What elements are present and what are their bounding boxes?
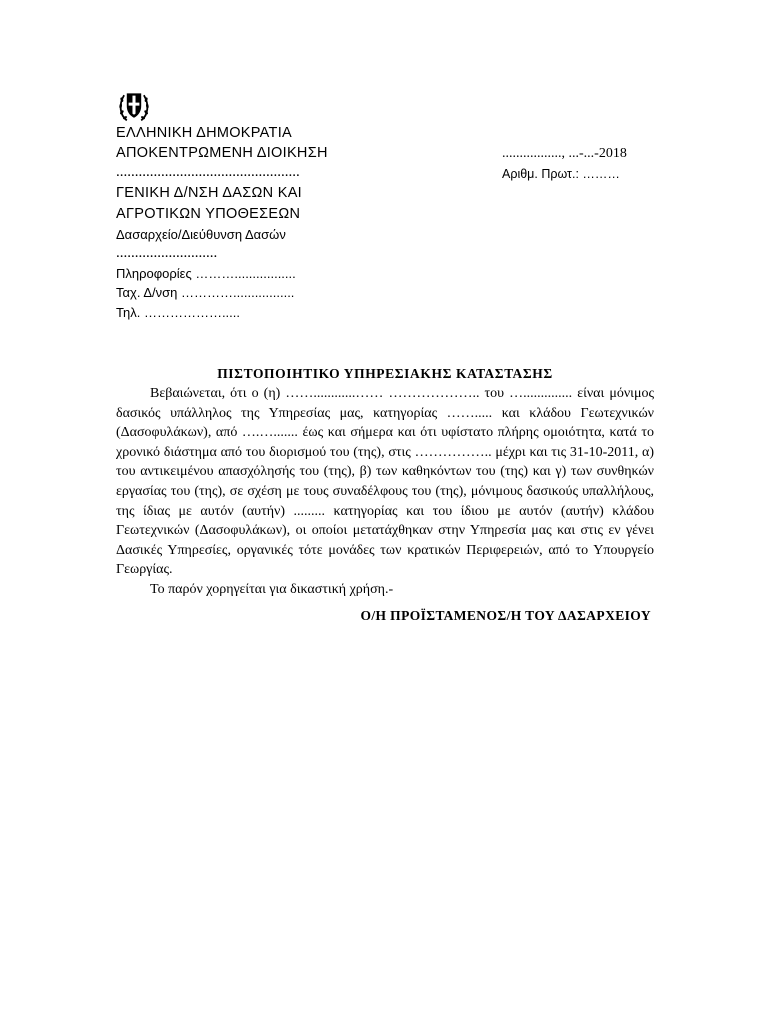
date-protocol-block [502,144,672,184]
postal-address-line: Ταχ. Δ/νση …………................. [116,285,295,300]
usage-paragraph: Το παρόν χορηγείται για δικαστική χρήση.- [150,581,394,597]
protocol-number: Αριθμ. Πρωτ.: ……… [502,167,620,181]
authority-line-forest-office: Δασαρχείο/Διεύθυνση Δασών [116,226,286,242]
authority-line-directorate: ΓΕΝΙΚΗ Δ/ΝΣΗ ΔΑΣΩΝ ΚΑΙ [116,184,303,201]
certificate-body [116,384,654,600]
authority-line-republic: ΕΛΛΗΝΙΚΗ ΔΗΜΟΚΡΑΤΙΑ [116,125,293,141]
authority-line-blank: ................................................. [116,164,300,180]
info-contact-line: Πληροφορίες ………................. [116,265,296,281]
certificate-paragraph: Βεβαιώνεται, ότι ο (η) ……............…… ……………….. του ….............. είναι μόνιμος δασικός υπάλληλος της Υπηρεσίας μας, κατηγορίας ……..... και κλάδου Γεωτεχνικών (Δασοφυλάκων), από ….…....... έως και σήμερα και ότι υφίστατο πλήρης ομοιότητα, κατά το χρονικό διάστημα από του διορισμού του (της), στις …………….. μέχρι και τις 31-10-2011, α) του αντικειμένου απασχόλησής του (της), β) των καθηκόντων του (της) και γ) των συνθηκών εργασίας του (της), σε σχέση με τους συναδέλφους του (της), μόνιμους δασικούς υπαλλήλους, της ίδιας με αυτόν (αυτήν) ......... κατηγορίας και του ίδιου με αυτόν (αυτήν) κλάδου Γεωτεχνικών (Δασοφυλάκων), οι οποίοι μετατάχθηκαν στην Υπηρεσία μας και στις εν γένει Δασικές Υπηρεσίες, οργανικές τότε μονάδες των κρατικών Περιφερειών, από το Υπουργείο Γεωργίας. [116,386,654,578]
issuing-authority-block [116,124,446,322]
document-title: ΠΙΣΤΟΠΟΙΗΤΙΚΟ ΥΠΗΡΕΣΙΑΚΗΣ ΚΑΤΑΣΤΑΣΗΣ [217,366,553,381]
greek-coat-of-arms-icon [116,88,152,124]
document-date: ................., ...-...-2018 [502,146,627,161]
signature-title: Ο/Η ΠΡΟΪΣΤΑΜΕΝΟΣ/Η ΤΟΥ ΔΑΣΑΡΧΕΙΟΥ [360,608,651,623]
authority-line-affairs: ΑΓΡΟΤΙΚΩΝ ΥΠΟΘΕΣΕΩΝ [116,205,301,222]
authority-line-office-blank: ........................... [116,245,218,261]
phone-line: Τηλ. ………………..... [116,304,241,320]
authority-line-administration: ΑΠΟΚΕΝΤΡΩΜΕΝΗ ΔΙΟΙΚΗΣΗ [116,144,328,161]
